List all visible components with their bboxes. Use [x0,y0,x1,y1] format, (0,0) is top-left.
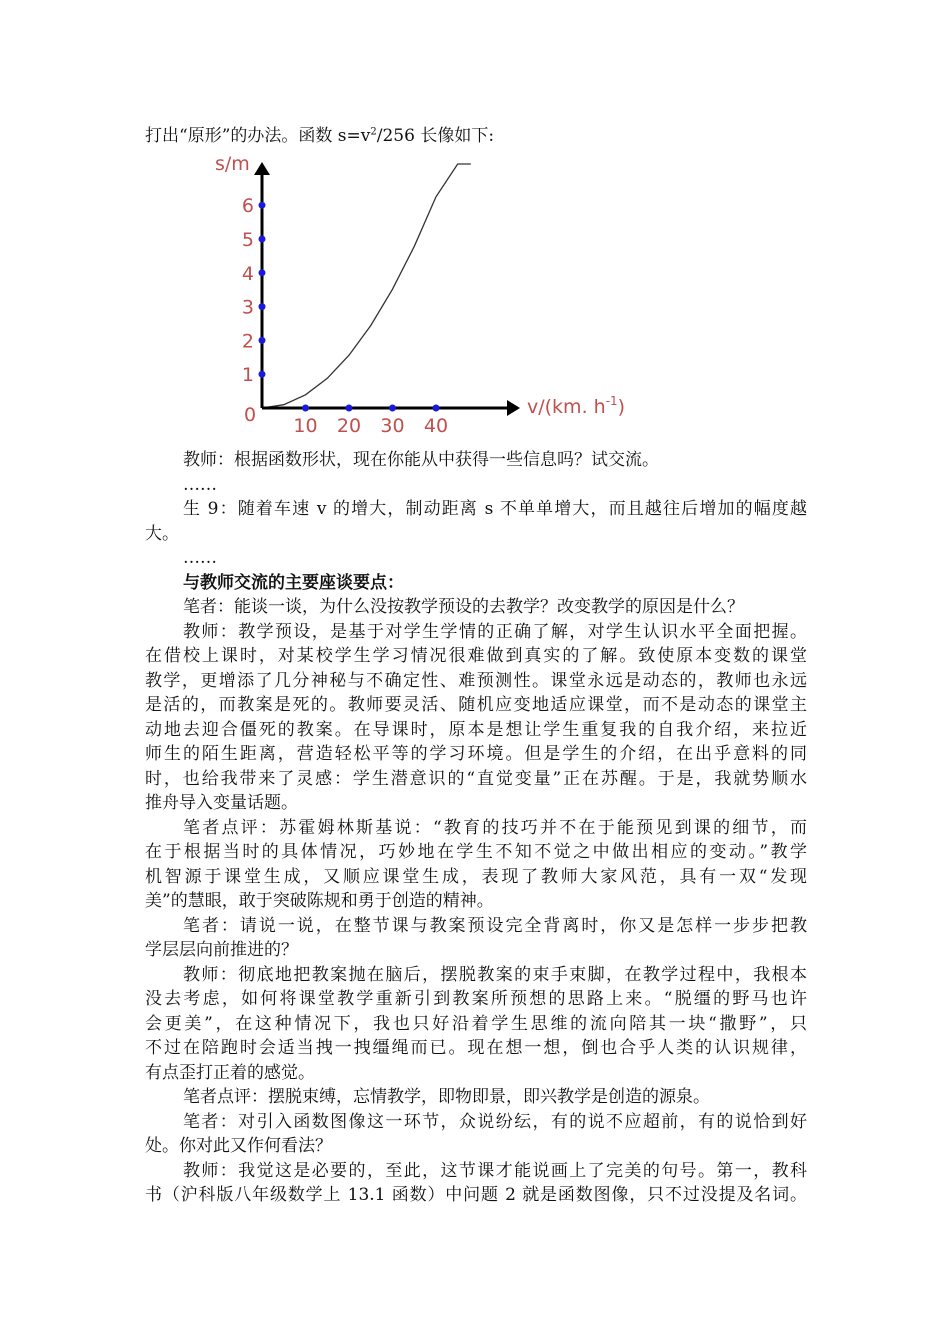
text-line: 书（沪科版八年级数学上 13.1 函数）中问题 2 就是函数图像，只不过没提及名词。 [145,1185,807,1205]
text-line: 有点歪打正着的感觉。 [145,1062,315,1083]
y-tick-label: 6 [241,195,254,218]
x-tick-dot [302,405,309,412]
x-tick-label: 20 [336,415,362,437]
text-line: 不过在陪跑时会适当拽一拽缰绳而已。现在想一想，倒也合乎人类的认识规律， [145,1038,807,1058]
x-tick-dot [389,405,396,412]
text-line: 生 9：随着车速 v 的增大，制动距离 s 不单单增大，而且越往后增加的幅度越 [183,499,807,519]
text-line: 笔者：能谈一谈，为什么没按教学预设的去教学？改变教学的原因是什么？ [183,597,744,617]
y-tick-label: 3 [241,296,254,319]
text-line: 笔者点评：摆脱束缚，忘情教学，即物即景，即兴教学是创造的源泉。 [183,1087,710,1107]
text-line: 教师：根据函数形状，现在你能从中获得一些信息吗？试交流。 [183,450,659,470]
y-axis-label: s/m [215,153,250,175]
x-axis-label-main: v/(km. h [527,396,606,418]
text-line: …… [183,548,217,568]
function-curve [262,164,471,408]
y-tick-dot [259,202,266,209]
text-line: 没去考虑，如何将课堂教学重新引到教案所预想的思路上来。“脱缰的野马也许 [145,989,807,1009]
x-tick-label: 40 [423,415,449,437]
text-line: 教学，更增添了几分神秘与不确定性、难预测性。课堂永远是动态的，教师也永远 [145,670,807,691]
x-tick-dot [346,405,353,412]
x-axis-label-sup: -1 [605,394,618,408]
text-line: 在借校上课时，对某校学生学习情况很难做到真实的了解。致使原本变数的课堂 [145,646,807,666]
text-line: 笔者：对引入函数图像这一环节，众说纷纭，有的说不应超前，有的说恰到好 [183,1111,807,1132]
text-line: 教师：彻底地把教案抛在脑后，摆脱教案的束手束脚，在教学过程中，我根本 [183,964,807,985]
text-line: 美”的慧眼，敢于突破陈规和勇于创造的精神。 [145,891,494,911]
y-tick-dot [259,269,266,276]
origin-label: 0 [244,404,257,426]
y-tick-dot [259,371,266,378]
y-axis-arrow [254,162,270,175]
y-tick-label: 5 [241,229,254,251]
y-tick-dot [259,337,266,344]
text-line: 大。 [145,523,179,544]
section-heading: 与教师交流的主要座谈要点： [183,572,404,593]
y-tick-label: 4 [241,262,254,285]
intro-text: 打出“原形”的办法。函数 s=v [145,126,371,146]
text-line: 动地去迎合僵死的教案。在导课时，原本是想让学生重复我的自我介绍，来拉近 [145,719,807,740]
x-tick-label: 30 [380,415,405,437]
text-line: 时，也给我带来了灵感：学生潜意识的“直觉变量”正在苏醒。于是，我就势顺水 [145,768,807,789]
text-line: 是活的，而教案是死的。教师要灵活、随机应变地适应课堂，而不是动态的课堂主 [145,695,807,715]
text-line: 机智源于课堂生成，又顺应课堂生成，表现了教师大家风范，具有一双“发现 [145,866,807,887]
x-tick-label: 10 [293,415,318,437]
chart-axes [254,162,520,416]
y-tick-label: 1 [241,364,254,387]
y-tick-dot [259,236,266,243]
x-axis-label-close: ) [617,396,626,418]
text-line: 在于根据当时的具体情况，巧妙地在学生不知不觉之中做出相应的变动。”教学 [145,842,807,862]
y-tick-dot [259,303,266,310]
intro-line [145,124,807,149]
function-graph [205,150,645,440]
text-line: 推舟导入变量话题。 [145,793,298,813]
text-line: 学层层向前推进的？ [145,940,298,960]
text-line: 教师：教学预设，是基于对学生学情的正确了解，对学生认识水平全面把握。 [183,621,807,642]
intro-text-end: /256 长像如下: [376,126,495,146]
x-axis-label [527,394,625,418]
text-line: 处。你对此又作何看法？ [145,1136,332,1156]
x-tick-dot [433,405,440,412]
x-axis-arrow [507,400,520,416]
text-line: 会更美”，在这种情况下，我也只好沿着学生思维的流向陪其一块“撒野”，只 [145,1013,807,1034]
text-line: 笔者点评：苏霍姆林斯基说：“教育的技巧并不在于能预见到课的细节，而 [183,817,807,838]
y-tick-label: 2 [241,330,254,353]
text-line: 笔者：请说一说，在整节课与教案预设完全背离时，你又是怎样一步步把教 [183,915,807,936]
text-line: 师生的陌生距离，营造轻松平等的学习环境。但是学生的介绍，在出乎意料的同 [145,744,807,764]
intro-superscript: 2 [370,126,377,138]
text-line: 教师：我觉这是必要的，至此，这节课才能说画上了完美的句号。第一，教科 [183,1160,807,1181]
text-line: …… [183,474,217,495]
